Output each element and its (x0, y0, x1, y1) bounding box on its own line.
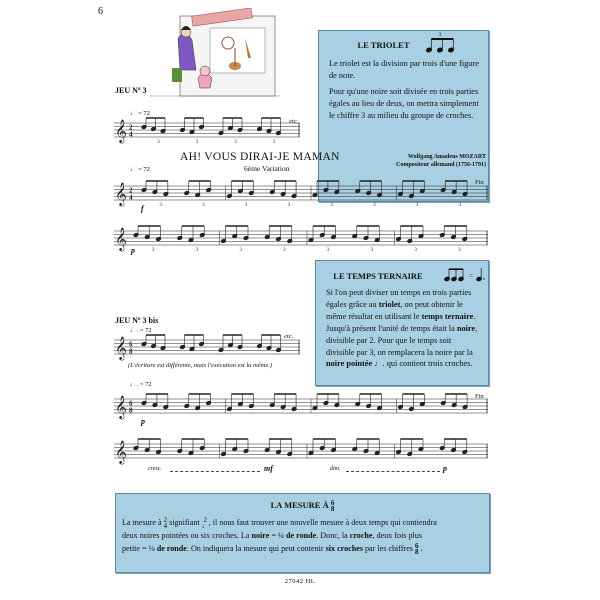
treble-clef-icon: 𝄞 (115, 118, 127, 143)
song-fin: Fin (475, 179, 484, 186)
temps-ternaire-box (315, 260, 489, 386)
m-l1b: signifiant (167, 518, 202, 528)
m-l3b: de ronde (156, 544, 187, 554)
svg-text:3: 3 (151, 248, 155, 253)
ternaire-bold-4: noire pointée (326, 359, 373, 369)
mesure-title-fraction (331, 500, 335, 512)
svg-text:3: 3 (244, 203, 248, 208)
m-l2f: croche (349, 531, 373, 541)
m-l2e: . Donc, la (316, 531, 350, 541)
jeu-3-bis-tempo: ♩. = 72 (130, 327, 152, 334)
svg-text:3: 3 (373, 203, 376, 208)
ternaire-title: LE TEMPS TERNAIRE (333, 271, 423, 281)
jeu-3-label: JEU Nº 3 (115, 86, 147, 95)
mesure-title-text: LA MESURE À (270, 500, 329, 510)
triolet-para-2: Pour qu'une noire soit divisée en trois parties égales au lieu de deux, on mettra simplement le chiffre 3 au milieu du groupe de croches. (329, 86, 479, 120)
m-l2g: , deux fois plus (372, 531, 422, 541)
jeu-3-bis-label: JEU Nº 3 bis (115, 316, 159, 325)
svg-text:3: 3 (272, 140, 276, 145)
svg-text:2: 2 (129, 123, 133, 132)
mesure-line-3: petite = ⅛ de ronde. On indiquera la mesure qui peut contenir six croches par les chiffres 6 8 . (122, 542, 423, 557)
m-l3d: six croches (325, 544, 363, 554)
svg-text:2: 2 (129, 186, 133, 195)
svg-text:4: 4 (129, 130, 133, 139)
title-den: 8 (330, 505, 335, 514)
dynamic-mf: mf (264, 464, 273, 473)
svg-text:3: 3 (330, 203, 333, 208)
execution-note: (L'écriture est différente, mais l'exécution est la même.) (128, 362, 272, 369)
composer-note: Compositeur allemand (1756-1791) (396, 162, 486, 168)
jeu-3-bis-tempo-2: ♩. = 72 (130, 381, 152, 388)
triplet-equals-dotted-quarter-icon (444, 265, 486, 283)
dim-line (346, 471, 440, 472)
dynamic-forte: f (141, 204, 144, 213)
song-tempo: ♩ = 72 (130, 166, 150, 173)
jeu-3-etc: etc. (289, 118, 299, 125)
m-l2b: noire (251, 531, 270, 541)
jeu-3-bis-fin: Fin (475, 393, 484, 400)
ternaire-bold-2: temps ternaire (421, 311, 474, 321)
svg-text:6: 6 (129, 399, 133, 408)
svg-text:4: 4 (129, 193, 133, 202)
song-title: AH! VOUS DIRAI-JE MAMAN (180, 151, 340, 163)
svg-text:3: 3 (159, 203, 162, 208)
cresc-marking: cresc. (148, 466, 162, 472)
shop-illustration (150, 8, 280, 103)
treble-clef-icon: 𝄞 (115, 226, 127, 251)
svg-text:3: 3 (458, 203, 462, 208)
svg-text:8: 8 (129, 406, 133, 415)
svg-text:8: 8 (129, 347, 133, 356)
m-l1c: , il nous faut trouver une nouvelle mesure à deux temps qui contiendra (208, 518, 437, 528)
ternaire-bold-1: triolet (378, 299, 401, 309)
composer-name: Wolfgang Amadeus MOZART (407, 154, 486, 160)
song-variation: 6ème Variation (244, 164, 290, 173)
dynamic-piano-3: p (443, 464, 447, 473)
ternaire-bold-3: noire (456, 323, 476, 333)
mesure-line-1 (122, 516, 483, 529)
ternaire-text-2: , on peut obtenir le même résultat en utilisant le (326, 299, 463, 321)
m-l1a: La mesure à (122, 518, 164, 528)
staff-jeu-3 (114, 118, 300, 145)
ternaire-text-5: qui contient trois croches. (384, 359, 473, 369)
svg-text:3: 3 (157, 140, 160, 145)
svg-text:3: 3 (438, 32, 442, 38)
two-four-fraction: 2 4 (163, 516, 168, 531)
m-l2d: de ronde (286, 531, 317, 541)
staff-song-2 (114, 226, 488, 253)
svg-text:3: 3 (287, 203, 291, 208)
svg-text:3: 3 (202, 203, 205, 208)
svg-text:3: 3 (195, 140, 199, 145)
jeu-3-bis-etc: etc. (284, 333, 294, 340)
svg-text:3: 3 (370, 248, 374, 253)
two-quarter-fraction: 2 ♩ (201, 516, 209, 531)
six-eight-fraction: 6 8 (414, 542, 419, 557)
dynamic-piano-2: p (141, 417, 145, 426)
mesure-text (116, 512, 489, 555)
svg-text:3: 3 (283, 248, 286, 253)
mesure-box (115, 493, 490, 573)
footer-code: 27042 HL (284, 578, 316, 585)
svg-text:3: 3 (239, 248, 242, 253)
cresc-line (170, 471, 260, 472)
triolet-title: LE TRIOLET (357, 40, 410, 50)
ternaire-text-3: . Jusqu'à présent l'unité de temps était la (326, 311, 476, 333)
ternaire-text-1: Si l'on peut diviser un temps en trois parties égales grâce au (326, 288, 472, 309)
jeu-3-tempo: ♩ = 72 (130, 110, 150, 117)
svg-text:3: 3 (414, 248, 417, 253)
svg-text:6: 6 (129, 340, 133, 349)
m-l3c: . On indiquera la mesure qui peut contenir (186, 544, 326, 554)
triolet-box (318, 30, 489, 202)
svg-text:=: = (469, 272, 473, 280)
treble-clef-icon: 𝄞 (115, 394, 127, 419)
dotted-quarter-icon: ♩. (372, 359, 385, 369)
dynamic-piano: p (131, 246, 135, 255)
m-l3a: petite = ⅛ (122, 544, 157, 554)
m-l2a: deux noires pointées ou six croches. La (122, 531, 252, 541)
staff-bis-2 (114, 439, 488, 464)
triplet-symbol-icon (424, 33, 460, 55)
ternaire-text-4: , divisible par 2. Pour que le temps soit divisible par 3, on remplacera la noire par la (326, 323, 478, 357)
svg-text:3: 3 (415, 203, 419, 208)
title-num: 6 (330, 499, 335, 508)
dim-marking: dim. (330, 466, 341, 472)
m-l2c: = ¼ (269, 531, 287, 541)
composer (356, 153, 486, 169)
ternaire-text (316, 281, 488, 370)
m-l3e: par les chiffres (362, 544, 413, 554)
page-number: 6 (98, 6, 103, 17)
svg-text:3: 3 (458, 248, 461, 253)
mesure-title (116, 500, 489, 512)
svg-text:3: 3 (326, 248, 330, 253)
svg-text:3: 3 (195, 248, 199, 253)
treble-clef-icon: 𝄞 (115, 439, 127, 464)
triolet-para-1: Le triolet est la division par trois d'une figure de note. (329, 59, 479, 80)
treble-clef-icon: 𝄞 (115, 335, 127, 360)
svg-text:3: 3 (234, 140, 237, 145)
treble-clef-icon: 𝄞 (115, 181, 127, 206)
mesure-line-2 (122, 529, 483, 542)
